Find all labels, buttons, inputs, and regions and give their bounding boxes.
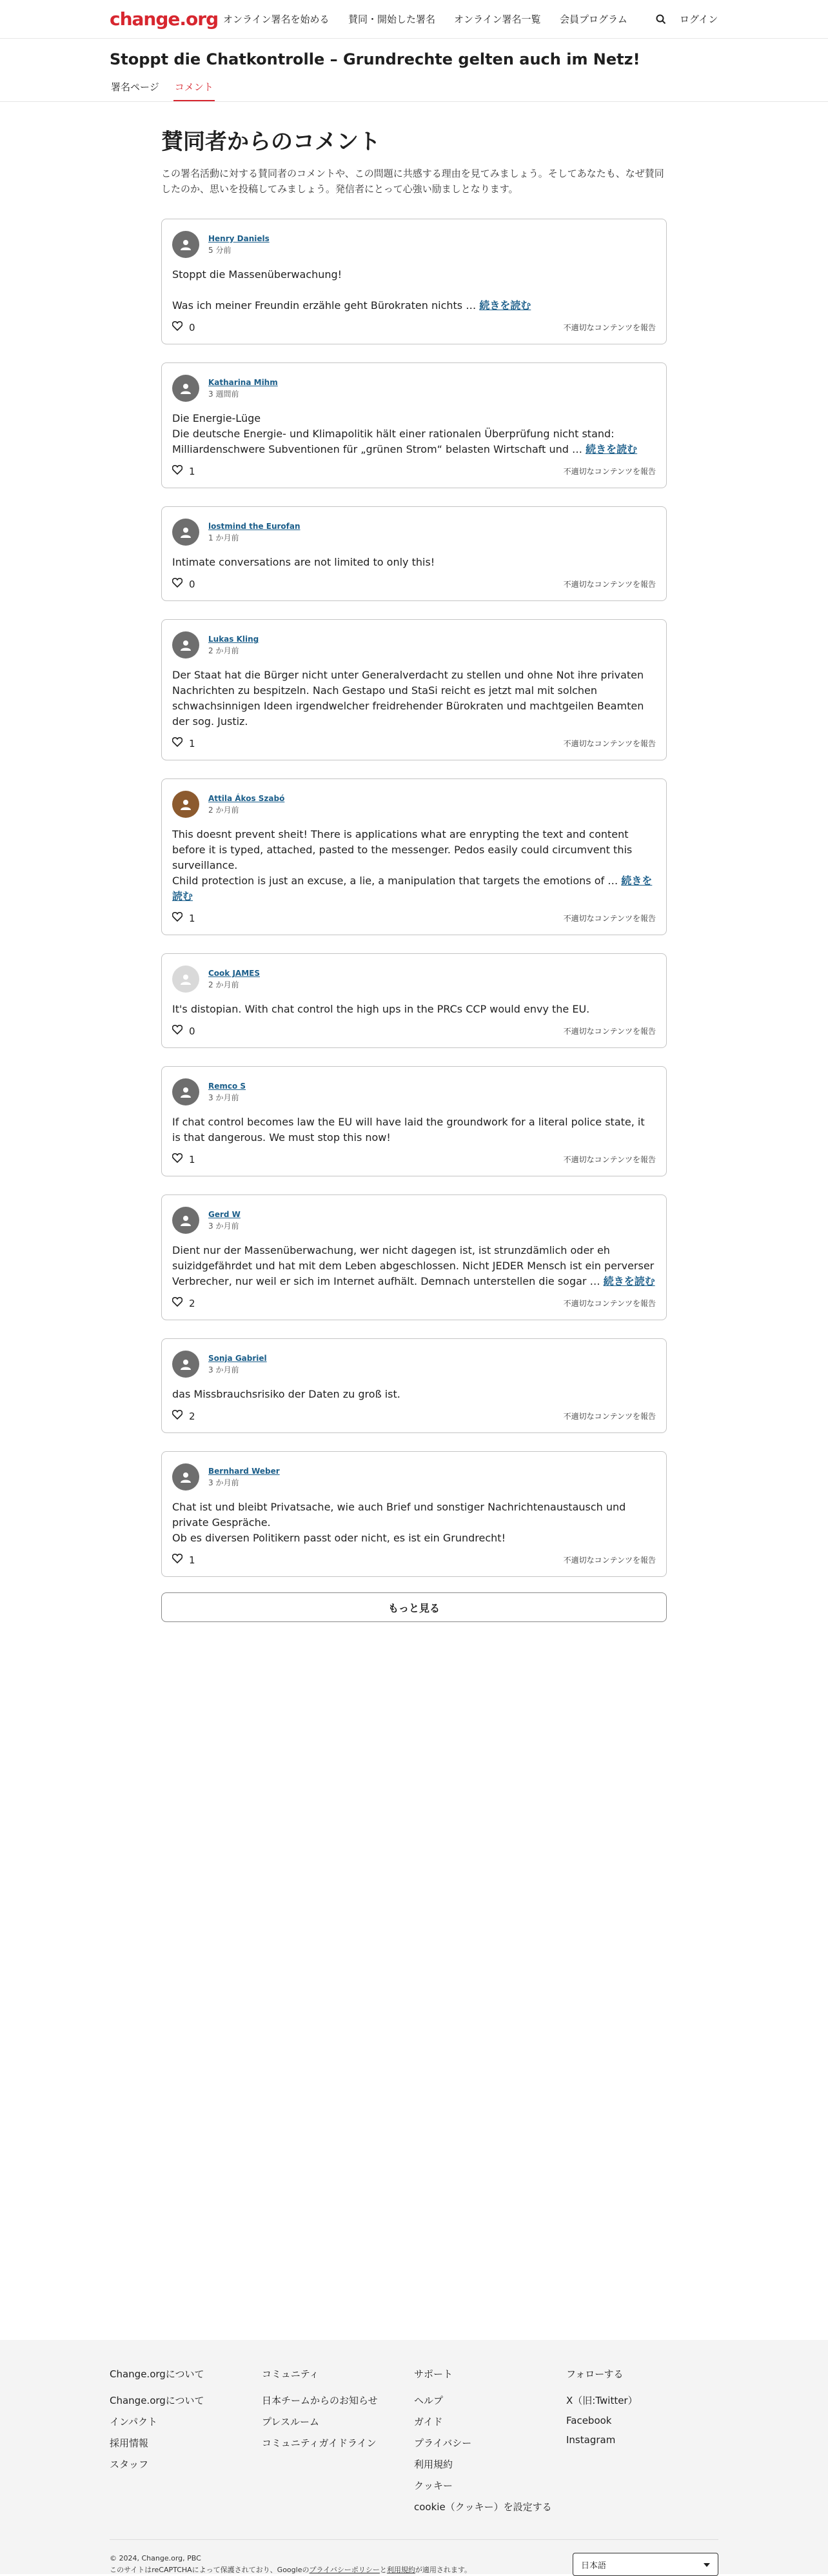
avatar	[172, 966, 199, 993]
comment-header	[172, 231, 656, 258]
logo[interactable]: change.org	[110, 8, 219, 30]
comment-header	[172, 519, 656, 546]
comment-text: Chat ist und bleibt Privatsache, wie auch Brief und sonstiger Nachrichtenaustausch und private Gespräche. Ob es diversen Politikern passt oder nicht, es ist ein Grundrecht!	[172, 1501, 626, 1544]
commenter-name[interactable]: Gerd W	[208, 1210, 241, 1219]
like-button[interactable]	[172, 1025, 195, 1037]
comment-body	[172, 1500, 656, 1546]
avatar	[172, 791, 199, 818]
nav-membership[interactable]: 会員プログラム	[560, 13, 627, 25]
nav-my-petitions[interactable]: 賛同・開始した署名	[348, 13, 436, 25]
comment-text: If chat control becomes law the EU will have laid the groundwork for a literal police state, it is that dangerous. We must stop this now!	[172, 1116, 645, 1144]
comment-header	[172, 791, 656, 818]
heart-icon	[172, 1410, 189, 1422]
comment-body	[172, 1387, 656, 1402]
comments-list	[161, 219, 667, 1577]
footer-col-title: フォローする	[566, 2368, 624, 2380]
comment-header	[172, 1078, 656, 1105]
comment-card	[161, 1338, 667, 1433]
copyright-text: © 2024, Change.org, PBC	[110, 2554, 201, 2562]
comment-time: 5 分前	[208, 246, 232, 255]
footer-link[interactable]: Facebook	[566, 2415, 612, 2426]
like-button[interactable]	[172, 1153, 195, 1165]
footer-link[interactable]: 採用情報	[110, 2437, 149, 2449]
footer-link[interactable]: コミュニティガイドライン	[262, 2437, 377, 2449]
comment-footer	[172, 1554, 656, 1566]
tab-petition-page[interactable]: 署名ページ	[111, 81, 159, 93]
report-link[interactable]: 不適切なコンテンツを報告	[563, 1412, 656, 1421]
petition-tabs	[110, 80, 718, 101]
heart-icon	[172, 912, 189, 924]
footer-link[interactable]: プライバシー	[414, 2437, 472, 2449]
comment-text: Stoppt die Massenüberwachung! Was ich meiner Freundin erzähle geht Bürokraten nichts …	[172, 268, 477, 312]
avatar	[172, 375, 199, 402]
like-button[interactable]	[172, 1554, 195, 1566]
comment-time: 2 か月前	[208, 646, 239, 655]
comment-time: 3 か月前	[208, 1478, 239, 1487]
comment-card	[161, 1194, 667, 1320]
language-value: 日本語	[581, 2561, 607, 2571]
recaptcha-prefix: このサイトはreCAPTCHAによって保護されており、Googleの	[110, 2566, 310, 2574]
comment-text: This doesnt prevent sheit! There is applications what are enrypting the text and content before it is typed, attached, pasted to the messenger. Pedos easily could circumvent this surveillance. Child protection is just an excuse, a lie, a manipulation that targets the emotions of …	[172, 828, 633, 887]
comment-body	[172, 411, 656, 457]
heart-icon	[172, 1554, 189, 1566]
comment-body	[172, 267, 656, 313]
report-link[interactable]: 不適切なコンテンツを報告	[563, 739, 656, 748]
footer-col-title: サポート	[414, 2368, 453, 2380]
heart-icon	[172, 578, 189, 590]
comment-card	[161, 1066, 667, 1176]
comment-card	[161, 1451, 667, 1577]
like-button[interactable]	[172, 321, 195, 333]
read-more-link[interactable]: 続きを読む	[586, 443, 638, 455]
footer-link[interactable]: ヘルプ	[414, 2395, 444, 2406]
comment-text: Die Energie-Lüge Die deutsche Energie- und Klimapolitik hält einer rationalen Überprüfung nicht stand: Milliardenschwere Subventionen für „grünen Strom“ belasten Wirtschaft und …	[172, 412, 615, 455]
heart-icon	[172, 1025, 189, 1037]
comment-meta	[208, 793, 284, 816]
comment-text: das Missbrauchsrisiko der Daten zu groß ist.	[172, 1388, 400, 1400]
chevron-down-icon	[704, 2560, 710, 2570]
comment-header	[172, 1351, 656, 1378]
read-more-link[interactable]: 続きを読む	[479, 299, 531, 312]
comment-meta	[208, 1465, 280, 1489]
avatar	[172, 519, 199, 546]
footer-bottom	[110, 2539, 718, 2576]
footer-link[interactable]: スタッフ	[110, 2459, 149, 2470]
heart-icon	[172, 465, 189, 477]
like-count: 0	[189, 321, 195, 333]
comment-card	[161, 778, 667, 935]
footer-link[interactable]: cookie（クッキー）を設定する	[414, 2501, 552, 2513]
footer-col-title: コミュニティ	[262, 2368, 319, 2380]
comment-time: 3 か月前	[208, 1365, 239, 1374]
heart-icon	[172, 321, 189, 333]
like-button[interactable]	[172, 465, 195, 477]
comments-main	[161, 102, 667, 1622]
heart-icon	[172, 1297, 189, 1309]
comment-text: It's distopian. With chat control the high ups in the PRCs CCP would envy the EU.	[172, 1003, 590, 1015]
main-nav	[223, 12, 654, 26]
comment-footer	[172, 578, 656, 590]
comment-time: 2 か月前	[208, 980, 239, 989]
avatar	[172, 1078, 199, 1105]
comment-meta	[208, 233, 270, 256]
recaptcha-terms-link[interactable]: 利用規約	[386, 2566, 415, 2574]
avatar	[172, 231, 199, 258]
comment-time: 2 か月前	[208, 806, 239, 815]
comment-time: 1 か月前	[208, 533, 239, 542]
commenter-name[interactable]: Attila Ákos Szabó	[208, 794, 285, 803]
read-more-link[interactable]: 続きを読む	[603, 1275, 655, 1287]
comment-text: Der Staat hat die Bürger nicht unter Generalverdacht zu stellen und ohne Not ihre privaten Nachrichten zu bespitzeln. Nach Gestapo und StaSi reicht es jetzt mal mit solchen schwachsinnigen Ideen irgendwelcher freidrehender Bürokraten und machtgeilen Beamten der sog. Justiz.	[172, 669, 644, 728]
comment-card	[161, 506, 667, 601]
load-more-button[interactable]: もっと見る	[161, 1592, 667, 1622]
footer-link[interactable]: Instagram	[566, 2434, 616, 2446]
petition-header	[0, 39, 828, 102]
comment-card	[161, 953, 667, 1048]
like-button[interactable]	[172, 912, 195, 924]
comment-header	[172, 966, 656, 993]
comment-meta	[208, 967, 260, 991]
commenter-name[interactable]: Cook JAMES	[208, 969, 260, 978]
footer-link[interactable]: インパクト	[110, 2416, 157, 2428]
like-count: 0	[189, 578, 195, 590]
comment-footer	[172, 1297, 656, 1309]
comment-footer	[172, 912, 656, 924]
like-count: 2	[189, 1297, 195, 1309]
footer-link[interactable]: 利用規約	[414, 2459, 453, 2470]
comment-time: 3 か月前	[208, 1222, 239, 1231]
comment-card	[161, 619, 667, 760]
petition-title: Stoppt die Chatkontrolle – Grundrechte gelten auch im Netz!	[110, 50, 640, 68]
search-icon[interactable]	[654, 12, 668, 26]
comment-meta	[208, 377, 278, 400]
commenter-name[interactable]: Bernhard Weber	[208, 1467, 280, 1476]
report-link[interactable]: 不適切なコンテンツを報告	[563, 580, 656, 589]
like-count: 2	[189, 1410, 195, 1422]
site-footer	[0, 2340, 828, 2574]
like-count: 1	[189, 1554, 195, 1566]
heart-icon	[172, 1153, 189, 1165]
report-link[interactable]: 不適切なコンテンツを報告	[563, 467, 656, 476]
commenter-name[interactable]: Remco S	[208, 1082, 246, 1091]
page-title: 賛同者からのコメント	[161, 129, 380, 155]
comment-footer	[172, 1153, 656, 1165]
like-count: 0	[189, 1025, 195, 1037]
comment-footer	[172, 1410, 656, 1422]
comment-header	[172, 1463, 656, 1491]
comment-meta	[208, 633, 259, 657]
footer-link[interactable]: ガイド	[414, 2416, 443, 2428]
footer-col-support	[414, 2367, 566, 2521]
like-button[interactable]	[172, 1410, 195, 1422]
top-nav-bar	[0, 0, 828, 39]
commenter-name[interactable]: lostmind the Eurofan	[208, 522, 301, 531]
recaptcha-notice	[110, 2564, 471, 2576]
tab-comments[interactable]: コメント	[173, 80, 215, 101]
comment-body	[172, 555, 656, 570]
like-count: 1	[189, 1153, 195, 1165]
comment-body	[172, 1002, 656, 1017]
like-button[interactable]	[172, 737, 195, 749]
footer-col-title: Change.orgについて	[110, 2368, 204, 2380]
report-link[interactable]: 不適切なコンテンツを報告	[563, 323, 656, 332]
footer-col-about	[110, 2367, 262, 2521]
heart-icon	[172, 737, 189, 749]
comment-meta	[208, 520, 301, 544]
like-count: 1	[189, 912, 195, 924]
commenter-name[interactable]: Lukas Kling	[208, 635, 259, 644]
comment-header	[172, 631, 656, 659]
comment-text: Intimate conversations are not limited to only this!	[172, 556, 435, 568]
like-button[interactable]	[172, 578, 195, 590]
commenter-name[interactable]: Sonja Gabriel	[208, 1354, 267, 1363]
report-link[interactable]: 不適切なコンテンツを報告	[563, 1027, 656, 1036]
commenter-name[interactable]: Henry Daniels	[208, 234, 270, 243]
comment-header	[172, 1207, 656, 1234]
comment-footer	[172, 321, 656, 333]
comment-footer	[172, 465, 656, 477]
comment-body	[172, 1115, 656, 1145]
recaptcha-suffix: が適用されます。	[415, 2566, 472, 2574]
like-count: 1	[189, 737, 195, 749]
footer-columns	[110, 2367, 718, 2521]
avatar	[172, 1207, 199, 1234]
commenter-name[interactable]: Katharina Mihm	[208, 378, 278, 387]
like-count: 1	[189, 465, 195, 477]
report-link[interactable]: 不適切なコンテンツを報告	[563, 1155, 656, 1164]
footer-legal	[110, 2553, 471, 2576]
comment-meta	[208, 1352, 267, 1376]
footer-link[interactable]: 日本チームからのお知らせ	[262, 2395, 378, 2406]
footer-link[interactable]: プレスルーム	[262, 2416, 319, 2428]
report-link[interactable]: 不適切なコンテンツを報告	[563, 914, 656, 923]
comment-card	[161, 219, 667, 344]
comment-text: Dient nur der Massenüberwachung, wer nicht dagegen ist, ist strunzdämlich oder eh suizidgefährdet und hat mit dem Leben abgeschlossen. Nicht JEDER Mensch ist ein perverser Verbrecher, nur weil er sich im Internet aufhält. Demnach unterstellen die sogar …	[172, 1244, 655, 1287]
footer-link[interactable]: X（旧:Twitter）	[566, 2395, 638, 2406]
comment-body	[172, 827, 656, 904]
comment-meta	[208, 1080, 246, 1104]
report-link[interactable]: 不適切なコンテンツを報告	[563, 1299, 656, 1308]
footer-link[interactable]: Change.orgについて	[110, 2395, 204, 2406]
comment-card	[161, 362, 667, 488]
footer-col-community	[262, 2367, 414, 2521]
page-description: この署名活動に対する賛同者のコメントや、この問題に共感する理由を見てみましょう。そしてあなたも、なぜ賛同したのか、思いを投稿してみましょう。発信者にとって心強い励ましとなります。	[161, 168, 664, 195]
comment-body	[172, 668, 656, 729]
top-header	[0, 0, 828, 102]
login-link[interactable]: ログイン	[680, 13, 718, 25]
comment-body	[172, 1243, 656, 1289]
report-link[interactable]: 不適切なコンテンツを報告	[563, 1556, 656, 1565]
recaptcha-privacy-link[interactable]: プライバシーポリシー	[309, 2566, 380, 2574]
language-select[interactable]	[573, 2553, 718, 2576]
nav-browse-petitions[interactable]: オンライン署名一覧	[454, 13, 541, 25]
read-more-link[interactable]: 続きを読む	[172, 875, 653, 902]
comment-time: 3 か月前	[208, 1093, 239, 1102]
comment-footer	[172, 737, 656, 749]
avatar	[172, 631, 199, 659]
recaptcha-and: と	[379, 2566, 387, 2574]
comment-header	[172, 375, 656, 402]
like-button[interactable]	[172, 1297, 195, 1309]
avatar	[172, 1463, 199, 1491]
comment-footer	[172, 1025, 656, 1037]
footer-link[interactable]: クッキー	[414, 2480, 453, 2492]
avatar	[172, 1351, 199, 1378]
comment-meta	[208, 1209, 241, 1232]
comment-time: 3 週間前	[208, 390, 239, 399]
footer-col-follow	[566, 2367, 718, 2521]
nav-start-petition[interactable]: オンライン署名を始める	[223, 13, 330, 25]
